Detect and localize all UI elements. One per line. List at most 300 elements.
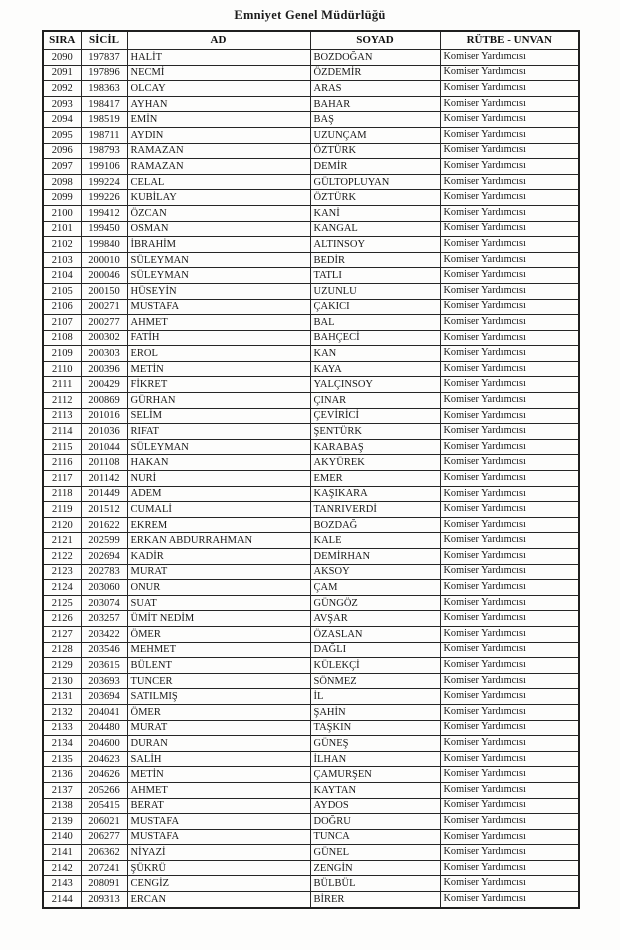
cell-sira: 2141 (43, 845, 81, 861)
cell-sira: 2129 (43, 658, 81, 674)
cell-sira: 2115 (43, 439, 81, 455)
cell-rutbe-unvan: Komiser Yardımcısı (440, 190, 579, 206)
cell-sicil: 201036 (81, 424, 127, 440)
cell-sicil: 200429 (81, 377, 127, 393)
cell-ad: MUSTAFA (127, 814, 310, 830)
cell-soyad: ÇAKICI (310, 299, 440, 315)
table-row (43, 720, 579, 736)
cell-ad: KADİR (127, 549, 310, 565)
table-row (43, 96, 579, 112)
table-row (43, 580, 579, 596)
cell-sicil: 197896 (81, 65, 127, 81)
table-row (43, 330, 579, 346)
cell-ad: ÖMER (127, 704, 310, 720)
cell-rutbe-unvan: Komiser Yardımcısı (440, 814, 579, 830)
cell-sira: 2104 (43, 268, 81, 284)
cell-rutbe-unvan: Komiser Yardımcısı (440, 829, 579, 845)
cell-sicil: 202599 (81, 533, 127, 549)
table-row (43, 190, 579, 206)
cell-ad: BERAT (127, 798, 310, 814)
cell-ad: METİN (127, 361, 310, 377)
cell-sicil: 200010 (81, 252, 127, 268)
table-row (43, 642, 579, 658)
cell-sira: 2092 (43, 81, 81, 97)
cell-rutbe-unvan: Komiser Yardımcısı (440, 221, 579, 237)
cell-rutbe-unvan: Komiser Yardımcısı (440, 65, 579, 81)
cell-sira: 2131 (43, 689, 81, 705)
table-row (43, 892, 579, 908)
cell-rutbe-unvan: Komiser Yardımcısı (440, 782, 579, 798)
table-row (43, 268, 579, 284)
cell-ad: CENGİZ (127, 876, 310, 892)
cell-sira: 2106 (43, 299, 81, 315)
cell-soyad: TANRIVERDİ (310, 502, 440, 518)
cell-soyad: GÜNEŞ (310, 736, 440, 752)
cell-rutbe-unvan: Komiser Yardımcısı (440, 408, 579, 424)
cell-sicil: 199224 (81, 174, 127, 190)
cell-soyad: KÜLEKÇİ (310, 658, 440, 674)
cell-ad: CELAL (127, 174, 310, 190)
cell-ad: METİN (127, 767, 310, 783)
cell-sira: 2110 (43, 361, 81, 377)
cell-ad: AYDIN (127, 127, 310, 143)
cell-ad: AHMET (127, 315, 310, 331)
cell-sira: 2120 (43, 517, 81, 533)
cell-soyad: SÖNMEZ (310, 673, 440, 689)
cell-rutbe-unvan: Komiser Yardımcısı (440, 798, 579, 814)
cell-ad: HÜSEYİN (127, 283, 310, 299)
cell-ad: İBRAHİM (127, 237, 310, 253)
cell-ad: ADEM (127, 486, 310, 502)
cell-soyad: AYDOS (310, 798, 440, 814)
page-title: Emniyet Genel Müdürlüğü (234, 8, 386, 22)
cell-soyad: KAŞIKARA (310, 486, 440, 502)
table-row (43, 533, 579, 549)
cell-sicil: 203060 (81, 580, 127, 596)
column-header-ad: AD (127, 31, 310, 50)
cell-soyad: GÜNGÖZ (310, 595, 440, 611)
cell-soyad: BAHAR (310, 96, 440, 112)
cell-sicil: 203694 (81, 689, 127, 705)
cell-sicil: 204626 (81, 767, 127, 783)
cell-rutbe-unvan: Komiser Yardımcısı (440, 673, 579, 689)
cell-sira: 2108 (43, 330, 81, 346)
cell-sicil: 204480 (81, 720, 127, 736)
cell-sira: 2130 (43, 673, 81, 689)
cell-sicil: 201044 (81, 439, 127, 455)
table-row (43, 517, 579, 533)
cell-ad: GÜRHAN (127, 393, 310, 409)
cell-sira: 2134 (43, 736, 81, 752)
table-row (43, 782, 579, 798)
cell-sicil: 203074 (81, 595, 127, 611)
cell-sicil: 200869 (81, 393, 127, 409)
table-row (43, 611, 579, 627)
cell-sira: 2113 (43, 408, 81, 424)
table-row (43, 112, 579, 128)
cell-sicil: 202783 (81, 564, 127, 580)
cell-ad: EROL (127, 346, 310, 362)
cell-soyad: ÇAMURŞEN (310, 767, 440, 783)
cell-ad: FATİH (127, 330, 310, 346)
cell-rutbe-unvan: Komiser Yardımcısı (440, 299, 579, 315)
cell-rutbe-unvan: Komiser Yardımcısı (440, 845, 579, 861)
cell-sira: 2102 (43, 237, 81, 253)
table-row (43, 736, 579, 752)
cell-sira: 2097 (43, 159, 81, 175)
cell-soyad: AKYÜREK (310, 455, 440, 471)
cell-sira: 2143 (43, 876, 81, 892)
cell-sira: 2107 (43, 315, 81, 331)
cell-ad: EMİN (127, 112, 310, 128)
table-row (43, 704, 579, 720)
cell-soyad: KALE (310, 533, 440, 549)
cell-rutbe-unvan: Komiser Yardımcısı (440, 81, 579, 97)
cell-ad: NURİ (127, 471, 310, 487)
table-row (43, 751, 579, 767)
cell-sicil: 203422 (81, 626, 127, 642)
cell-ad: ÖZCAN (127, 205, 310, 221)
cell-sicil: 206362 (81, 845, 127, 861)
cell-rutbe-unvan: Komiser Yardımcısı (440, 564, 579, 580)
cell-soyad: KANİ (310, 205, 440, 221)
cell-soyad: DAĞLI (310, 642, 440, 658)
cell-soyad: İL (310, 689, 440, 705)
cell-soyad: KARABAŞ (310, 439, 440, 455)
cell-rutbe-unvan: Komiser Yardımcısı (440, 751, 579, 767)
cell-sicil: 200271 (81, 299, 127, 315)
table-row (43, 346, 579, 362)
cell-ad: KUBİLAY (127, 190, 310, 206)
cell-sira: 2103 (43, 252, 81, 268)
cell-ad: ÖMER (127, 626, 310, 642)
cell-rutbe-unvan: Komiser Yardımcısı (440, 283, 579, 299)
cell-sicil: 204623 (81, 751, 127, 767)
cell-soyad: EMER (310, 471, 440, 487)
cell-rutbe-unvan: Komiser Yardımcısı (440, 143, 579, 159)
cell-ad: MURAT (127, 564, 310, 580)
cell-ad: SÜLEYMAN (127, 252, 310, 268)
cell-rutbe-unvan: Komiser Yardımcısı (440, 658, 579, 674)
cell-rutbe-unvan: Komiser Yardımcısı (440, 159, 579, 175)
cell-soyad: TUNCA (310, 829, 440, 845)
cell-rutbe-unvan: Komiser Yardımcısı (440, 346, 579, 362)
cell-soyad: BEDİR (310, 252, 440, 268)
cell-soyad: BAL (310, 315, 440, 331)
cell-soyad: ÖZDEMİR (310, 65, 440, 81)
cell-soyad: ALTINSOY (310, 237, 440, 253)
table-row (43, 299, 579, 315)
table-row (43, 658, 579, 674)
cell-sicil: 201512 (81, 502, 127, 518)
cell-sira: 2126 (43, 611, 81, 627)
table-row (43, 767, 579, 783)
table-row (43, 408, 579, 424)
cell-sicil: 201016 (81, 408, 127, 424)
cell-rutbe-unvan: Komiser Yardımcısı (440, 892, 579, 908)
cell-soyad: ÇAM (310, 580, 440, 596)
table-row (43, 549, 579, 565)
cell-sicil: 205415 (81, 798, 127, 814)
cell-sira: 2096 (43, 143, 81, 159)
table-row (43, 361, 579, 377)
cell-sicil: 209313 (81, 892, 127, 908)
cell-soyad: GÜLTOPLUYAN (310, 174, 440, 190)
cell-ad: AYHAN (127, 96, 310, 112)
table-row (43, 393, 579, 409)
cell-soyad: UZUNLU (310, 283, 440, 299)
table-row (43, 143, 579, 159)
cell-sira: 2093 (43, 96, 81, 112)
cell-rutbe-unvan: Komiser Yardımcısı (440, 502, 579, 518)
table-row (43, 486, 579, 502)
table-row (43, 237, 579, 253)
table-row (43, 127, 579, 143)
cell-sicil: 203693 (81, 673, 127, 689)
cell-sira: 2117 (43, 471, 81, 487)
table-row (43, 502, 579, 518)
cell-sira: 2137 (43, 782, 81, 798)
table-row (43, 673, 579, 689)
cell-sicil: 200277 (81, 315, 127, 331)
cell-rutbe-unvan: Komiser Yardımcısı (440, 439, 579, 455)
table-row (43, 471, 579, 487)
cell-rutbe-unvan: Komiser Yardımcısı (440, 377, 579, 393)
cell-rutbe-unvan: Komiser Yardımcısı (440, 174, 579, 190)
cell-sira: 2123 (43, 564, 81, 580)
table-row (43, 174, 579, 190)
cell-soyad: AVŞAR (310, 611, 440, 627)
cell-soyad: DEMİR (310, 159, 440, 175)
cell-soyad: DOĞRU (310, 814, 440, 830)
cell-ad: SÜLEYMAN (127, 268, 310, 284)
cell-sira: 2133 (43, 720, 81, 736)
cell-sicil: 200150 (81, 283, 127, 299)
cell-rutbe-unvan: Komiser Yardımcısı (440, 252, 579, 268)
cell-rutbe-unvan: Komiser Yardımcısı (440, 876, 579, 892)
cell-sicil: 201142 (81, 471, 127, 487)
table-row (43, 283, 579, 299)
cell-sicil: 204600 (81, 736, 127, 752)
cell-sira: 2124 (43, 580, 81, 596)
cell-soyad: ŞAHİN (310, 704, 440, 720)
table-row (43, 626, 579, 642)
cell-soyad: BAHÇECİ (310, 330, 440, 346)
cell-sira: 2142 (43, 860, 81, 876)
table-row (43, 159, 579, 175)
cell-soyad: BOZDAĞ (310, 517, 440, 533)
cell-rutbe-unvan: Komiser Yardımcısı (440, 595, 579, 611)
cell-ad: HALİT (127, 50, 310, 66)
cell-ad: NİYAZİ (127, 845, 310, 861)
cell-rutbe-unvan: Komiser Yardımcısı (440, 626, 579, 642)
cell-ad: MUSTAFA (127, 829, 310, 845)
cell-sicil: 203257 (81, 611, 127, 627)
cell-soyad: ÖZTÜRK (310, 190, 440, 206)
cell-soyad: TAŞKIN (310, 720, 440, 736)
cell-soyad: ÇEVİRİCİ (310, 408, 440, 424)
cell-sicil: 200302 (81, 330, 127, 346)
cell-rutbe-unvan: Komiser Yardımcısı (440, 361, 579, 377)
cell-rutbe-unvan: Komiser Yardımcısı (440, 533, 579, 549)
table-row (43, 205, 579, 221)
cell-sicil: 199226 (81, 190, 127, 206)
cell-ad: RIFAT (127, 424, 310, 440)
cell-soyad: ÇINAR (310, 393, 440, 409)
cell-ad: BÜLENT (127, 658, 310, 674)
cell-rutbe-unvan: Komiser Yardımcısı (440, 393, 579, 409)
cell-sira: 2119 (43, 502, 81, 518)
cell-ad: ÜMİT NEDİM (127, 611, 310, 627)
cell-ad: HAKAN (127, 455, 310, 471)
cell-soyad: GÜNEL (310, 845, 440, 861)
cell-sira: 2138 (43, 798, 81, 814)
cell-sicil: 201449 (81, 486, 127, 502)
cell-soyad: AKSOY (310, 564, 440, 580)
cell-sira: 2101 (43, 221, 81, 237)
cell-sicil: 198711 (81, 127, 127, 143)
column-header-rutbe-unvan: RÜTBE - UNVAN (440, 31, 579, 50)
cell-soyad: İLHAN (310, 751, 440, 767)
table-row (43, 65, 579, 81)
cell-rutbe-unvan: Komiser Yardımcısı (440, 736, 579, 752)
cell-rutbe-unvan: Komiser Yardımcısı (440, 580, 579, 596)
cell-sicil: 201108 (81, 455, 127, 471)
cell-ad: RAMAZAN (127, 159, 310, 175)
table-row (43, 814, 579, 830)
cell-soyad: TATLI (310, 268, 440, 284)
table-row (43, 50, 579, 66)
cell-sira: 2144 (43, 892, 81, 908)
cell-sicil: 200396 (81, 361, 127, 377)
cell-soyad: KAYA (310, 361, 440, 377)
table-row (43, 860, 579, 876)
cell-soyad: KAYTAN (310, 782, 440, 798)
personnel-table (42, 30, 580, 909)
cell-sicil: 199106 (81, 159, 127, 175)
cell-sira: 2091 (43, 65, 81, 81)
cell-soyad: ZENGİN (310, 860, 440, 876)
cell-sicil: 198417 (81, 96, 127, 112)
cell-ad: MURAT (127, 720, 310, 736)
cell-sira: 2090 (43, 50, 81, 66)
column-header-sicil: SİCİL (81, 31, 127, 50)
table-row (43, 377, 579, 393)
cell-rutbe-unvan: Komiser Yardımcısı (440, 237, 579, 253)
cell-ad: TUNCER (127, 673, 310, 689)
cell-sira: 2112 (43, 393, 81, 409)
cell-sira: 2094 (43, 112, 81, 128)
table-row (43, 424, 579, 440)
cell-sicil: 205266 (81, 782, 127, 798)
cell-ad: OSMAN (127, 221, 310, 237)
cell-ad: ERKAN ABDURRAHMAN (127, 533, 310, 549)
cell-ad: ERCAN (127, 892, 310, 908)
cell-soyad: YALÇINSOY (310, 377, 440, 393)
cell-sira: 2132 (43, 704, 81, 720)
cell-soyad: ŞENTÜRK (310, 424, 440, 440)
cell-rutbe-unvan: Komiser Yardımcısı (440, 112, 579, 128)
table-row (43, 564, 579, 580)
table-row (43, 829, 579, 845)
cell-soyad: DEMİRHAN (310, 549, 440, 565)
table-row (43, 81, 579, 97)
cell-soyad: ÖZASLAN (310, 626, 440, 642)
cell-ad: ŞÜKRÜ (127, 860, 310, 876)
cell-sira: 2099 (43, 190, 81, 206)
table-row (43, 455, 579, 471)
cell-sira: 2114 (43, 424, 81, 440)
cell-ad: OLCAY (127, 81, 310, 97)
cell-ad: SUAT (127, 595, 310, 611)
cell-sira: 2135 (43, 751, 81, 767)
cell-ad: CUMALİ (127, 502, 310, 518)
cell-ad: SÜLEYMAN (127, 439, 310, 455)
cell-rutbe-unvan: Komiser Yardımcısı (440, 689, 579, 705)
table-row (43, 876, 579, 892)
cell-rutbe-unvan: Komiser Yardımcısı (440, 315, 579, 331)
table-row (43, 221, 579, 237)
cell-sira: 2118 (43, 486, 81, 502)
cell-rutbe-unvan: Komiser Yardımcısı (440, 642, 579, 658)
cell-rutbe-unvan: Komiser Yardımcısı (440, 330, 579, 346)
cell-sira: 2105 (43, 283, 81, 299)
cell-rutbe-unvan: Komiser Yardımcısı (440, 205, 579, 221)
cell-sicil: 199412 (81, 205, 127, 221)
cell-rutbe-unvan: Komiser Yardımcısı (440, 455, 579, 471)
cell-sira: 2139 (43, 814, 81, 830)
cell-rutbe-unvan: Komiser Yardımcısı (440, 471, 579, 487)
cell-sicil: 202694 (81, 549, 127, 565)
cell-rutbe-unvan: Komiser Yardımcısı (440, 96, 579, 112)
cell-sira: 2109 (43, 346, 81, 362)
cell-sira: 2127 (43, 626, 81, 642)
cell-rutbe-unvan: Komiser Yardımcısı (440, 268, 579, 284)
cell-sicil: 198363 (81, 81, 127, 97)
cell-sicil: 203546 (81, 642, 127, 658)
cell-soyad: BÜLBÜL (310, 876, 440, 892)
column-header-sira: SIRA (43, 31, 81, 50)
cell-soyad: BOZDOĞAN (310, 50, 440, 66)
cell-rutbe-unvan: Komiser Yardımcısı (440, 549, 579, 565)
personnel-table-body (43, 50, 579, 908)
cell-sicil: 204041 (81, 704, 127, 720)
cell-sicil: 197837 (81, 50, 127, 66)
cell-sira: 2111 (43, 377, 81, 393)
cell-ad: AHMET (127, 782, 310, 798)
cell-soyad: ARAS (310, 81, 440, 97)
cell-sira: 2122 (43, 549, 81, 565)
cell-ad: SALİH (127, 751, 310, 767)
cell-soyad: BAŞ (310, 112, 440, 128)
cell-ad: SELİM (127, 408, 310, 424)
cell-ad: MEHMET (127, 642, 310, 658)
cell-soyad: UZUNÇAM (310, 127, 440, 143)
table-row (43, 689, 579, 705)
table-row (43, 845, 579, 861)
table-row (43, 595, 579, 611)
cell-ad: NECMİ (127, 65, 310, 81)
cell-ad: MUSTAFA (127, 299, 310, 315)
cell-sicil: 200303 (81, 346, 127, 362)
cell-ad: RAMAZAN (127, 143, 310, 159)
cell-ad: EKREM (127, 517, 310, 533)
table-row (43, 798, 579, 814)
cell-sira: 2116 (43, 455, 81, 471)
cell-sira: 2125 (43, 595, 81, 611)
cell-sicil: 207241 (81, 860, 127, 876)
cell-sira: 2095 (43, 127, 81, 143)
